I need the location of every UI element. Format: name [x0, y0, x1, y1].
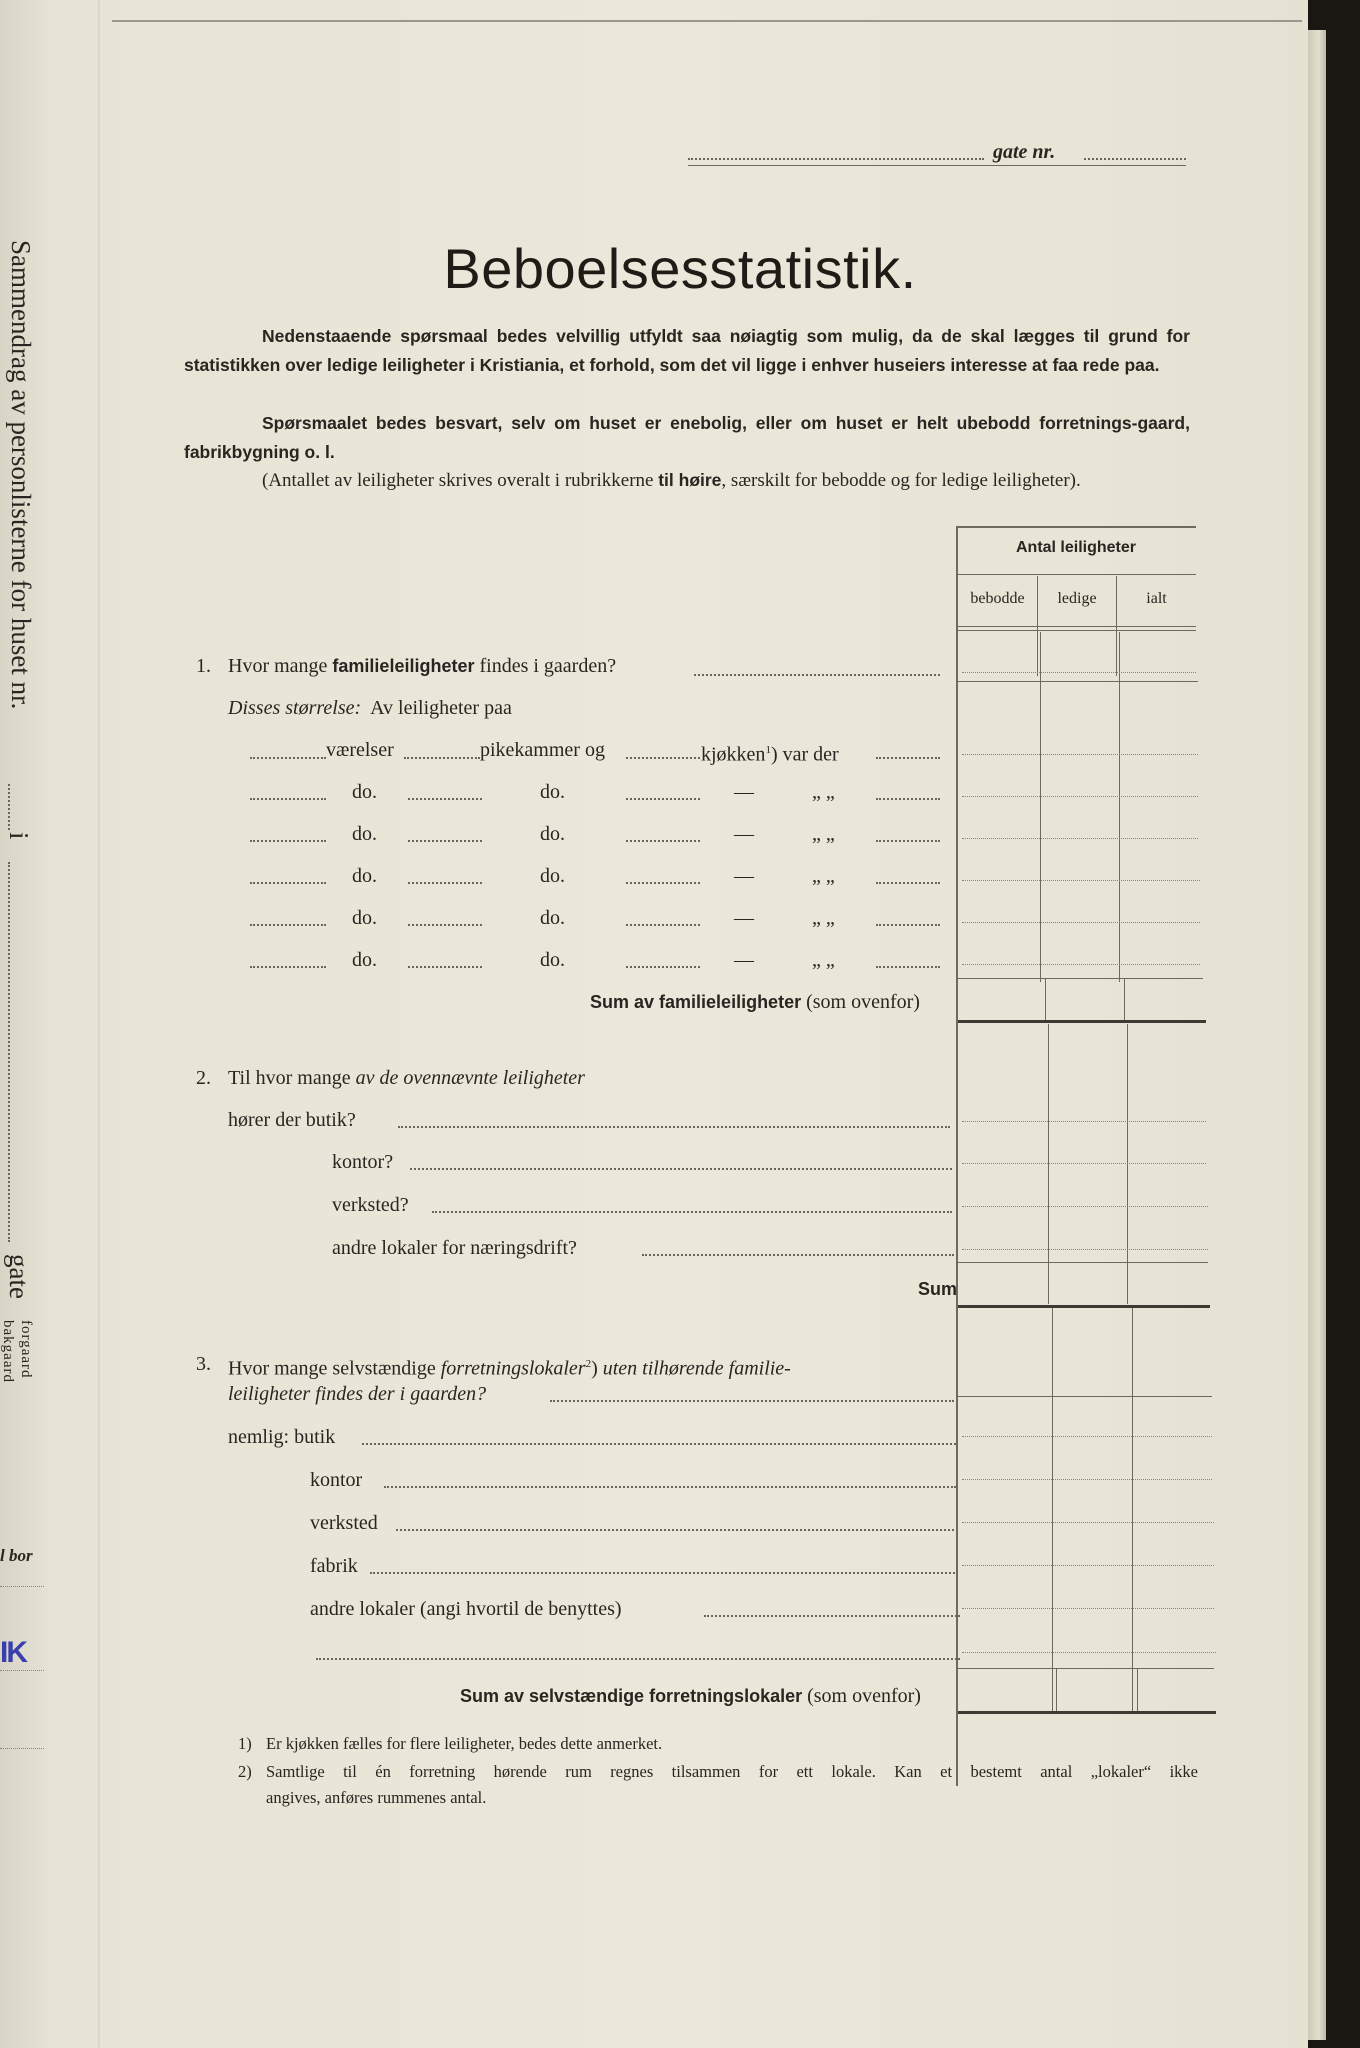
table-header-bottom-2	[958, 630, 1196, 631]
q1-total-entry[interactable]	[962, 672, 1196, 673]
q1-number: 1.	[196, 655, 211, 677]
q1-row6-rooms-field[interactable]	[250, 966, 326, 968]
q3-fabrik: fabrik	[310, 1555, 358, 1577]
page-fold	[98, 0, 102, 2048]
q1-row-rule	[958, 681, 1198, 682]
col-ledige: ledige	[1057, 590, 1097, 607]
q1-row4-rooms-field[interactable]	[250, 882, 326, 884]
q2-text-pre: Til hvor mange	[228, 1067, 356, 1089]
q3-verksted-entry[interactable]	[962, 1522, 1214, 1523]
q1-row2-kitchen-field[interactable]	[626, 798, 700, 800]
q1-row1-kjokken: kjøkken	[701, 743, 766, 766]
table-header-divider	[958, 574, 1196, 575]
side-bor-label: l bor	[0, 1546, 33, 1565]
q1-row1-leader	[876, 757, 940, 759]
table-left-rule	[956, 526, 958, 1786]
q2-question	[228, 1066, 585, 1090]
q1-row4-dash: —	[734, 865, 754, 887]
q1-row5-maid-field[interactable]	[408, 924, 482, 926]
q2-number: 2.	[196, 1067, 211, 1089]
col-ialt: ialt	[1146, 590, 1167, 607]
q1-leader	[694, 674, 940, 676]
q3-andre-entry[interactable]	[962, 1608, 1214, 1609]
side-gate-label: gate	[4, 1254, 34, 1299]
q3-sum-paren: (som ovenfor)	[807, 1685, 921, 1707]
q1-row6-leader	[876, 966, 940, 968]
q1-col-divider-2	[1119, 632, 1120, 982]
q3-andre-description-field[interactable]	[316, 1658, 960, 1660]
side-stamp-rule	[0, 1670, 44, 1671]
q1-row2-ditto: „ „	[812, 781, 835, 803]
table-top-rule	[956, 526, 1196, 528]
q1-row5-kitchen-field[interactable]	[626, 924, 700, 926]
q1-row6-dash: —	[734, 949, 754, 971]
side-bakgaard-label: bakgaard	[0, 1320, 16, 1383]
side-street-field[interactable]	[8, 862, 12, 1242]
q3-text-post: )	[591, 1357, 603, 1380]
q3-number: 3.	[196, 1353, 211, 1375]
q3-sum-divider-1	[1056, 1668, 1057, 1712]
footnote-2b: angives, anføres rummenes antal.	[266, 1788, 487, 1807]
q1-row1-rooms-field[interactable]	[250, 757, 326, 759]
q1-row1-kjokken-wrap	[701, 738, 839, 767]
q3-text-pre: Hvor mange selvstændige	[228, 1357, 441, 1380]
intro-text-3-bold: til høire	[658, 470, 722, 490]
q1-sum-divider-1	[1045, 978, 1046, 1022]
side-summary-label: Sammendrag av personlisterne for huset nr.	[6, 240, 36, 710]
q3-andre: andre lokaler (angi hvortil de benyttes)	[310, 1598, 622, 1620]
q1-row1-vaerelser: værelser	[326, 739, 394, 761]
q1-sum-divider-2	[1124, 978, 1125, 1022]
q3-andre-leader	[704, 1615, 960, 1617]
q2-verksted: verksted?	[332, 1194, 409, 1216]
side-i-mark: i	[4, 832, 34, 840]
q3-text-italic1: forretningslokaler	[440, 1357, 586, 1380]
q3-kontor: kontor	[310, 1469, 363, 1491]
q1-text-bold: familieleiligheter	[332, 656, 475, 676]
q1-row2-maid-field[interactable]	[408, 798, 482, 800]
side-forgaard-label: forgaard	[18, 1320, 34, 1379]
q1-row1-sup: 1	[765, 744, 771, 756]
q3-butik-leader	[362, 1443, 956, 1445]
q3-verksted: verksted	[310, 1512, 378, 1534]
q1-row2-leader	[876, 798, 940, 800]
q1-col-divider-1	[1040, 632, 1041, 982]
q1-row3-rooms-field[interactable]	[250, 840, 326, 842]
q1-sum-row	[590, 990, 920, 1014]
q1-row6-kitchen-field[interactable]	[626, 966, 700, 968]
gate-nr-label: gate nr.	[993, 141, 1056, 163]
q1-question	[228, 654, 616, 678]
side-stamp: IK	[0, 1636, 26, 1669]
table-header-bottom-1	[958, 626, 1196, 627]
q3-kontor-leader	[384, 1486, 956, 1488]
q2-verksted-entry[interactable]	[962, 1206, 1208, 1207]
q2-andre: andre lokaler for næringsdrift?	[332, 1237, 577, 1259]
page-edge	[1308, 30, 1326, 2040]
q3-line2-leader	[550, 1400, 954, 1402]
q1-row4-do-1: do.	[352, 865, 377, 887]
side-bottom-rule	[0, 1748, 44, 1749]
q1-row2-do-1: do.	[352, 781, 377, 803]
q1-row3-ditto: „ „	[812, 823, 835, 845]
q2-sum-top	[958, 1262, 1208, 1263]
q3-verksted-leader	[396, 1529, 958, 1531]
q1-size-row-5-entry[interactable]	[962, 922, 1200, 923]
q1-row1-pikekammer: pikekammer og	[480, 739, 605, 761]
q3-text-sup: 2	[585, 1358, 592, 1370]
q1-size-label: Disses størrelse:	[228, 697, 362, 719]
q1-text-post: findes i gaarden?	[474, 655, 617, 677]
intro-text-3a: (Antallet av leiligheter skrives overalt i rubrikkerne	[262, 470, 659, 491]
q3-text-italic2: uten tilhørende familie-	[602, 1357, 791, 1380]
q1-row3-maid-field[interactable]	[408, 840, 482, 842]
q1-size-row-2-entry[interactable]	[962, 796, 1198, 797]
q3-sum-row	[460, 1684, 921, 1708]
q1-size-intro	[228, 696, 512, 720]
q1-row5-leader	[876, 924, 940, 926]
q3-row-rule	[958, 1396, 1212, 1397]
side-house-nr-field[interactable]	[8, 784, 12, 830]
footnote-1-mark: 1)	[238, 1734, 252, 1753]
q1-row6-ditto: „ „	[812, 949, 835, 971]
q2-sum-bottom	[958, 1305, 1210, 1308]
q1-row1-var-der: ) var der	[770, 743, 839, 766]
q2-sum-label: Sum	[918, 1279, 958, 1299]
q3-extra-entry[interactable]	[962, 1652, 1216, 1653]
intro-paragraph-3	[184, 466, 1190, 495]
q1-row4-do-2: do.	[540, 865, 565, 887]
q3-sum-top	[958, 1668, 1214, 1669]
q2-andre-leader	[642, 1254, 954, 1256]
q2-butik-entry[interactable]	[962, 1121, 1206, 1122]
q1-sum-label: Sum av familieleiligheter	[590, 992, 802, 1012]
q1-row3-do-2: do.	[540, 823, 565, 845]
q3-butik-entry[interactable]	[962, 1436, 1212, 1437]
footnote-2a: Samtlige til én forretning hørende rum regnes tilsammen for ett lokale. Kan et bestemt antal „lokaler“ ikke	[266, 1762, 1198, 1781]
q1-row3-do-1: do.	[352, 823, 377, 845]
side-bor-field[interactable]	[0, 1586, 44, 1587]
q3-sum-bottom	[958, 1711, 1216, 1714]
q1-row3-kitchen-field[interactable]	[626, 840, 700, 842]
q1-row6-do-1: do.	[352, 949, 377, 971]
page-top-rule	[112, 20, 1302, 22]
q3-fabrik-leader	[370, 1572, 958, 1574]
footnote-1: Er kjøkken fælles for flere leiligheter, bedes dette anmerket.	[266, 1734, 663, 1753]
q3-butik: nemlig: butik	[228, 1426, 336, 1448]
q2-kontor: kontor?	[332, 1151, 394, 1173]
intro-text-1: Nedenstaaende spørsmaal bedes velvillig utfyldt saa nøiagtig som mulig, da de skal lægges til grund for statistikken over ledige leiligheter i Kristiania, et forhold, som det vil ligge i enhver huseiers interesse at faa rede paa.	[184, 326, 1190, 375]
q1-row3-leader	[876, 840, 940, 842]
q3-sum-label: Sum av selvstændige forretningslokaler	[460, 1686, 803, 1706]
q1-size-row-3-entry[interactable]	[962, 838, 1198, 839]
q1-row4-maid-field[interactable]	[408, 882, 482, 884]
q3-line2: leiligheter findes der i gaarden?	[228, 1383, 487, 1405]
q2-kontor-leader	[410, 1168, 952, 1170]
q1-row2-rooms-field[interactable]	[250, 798, 326, 800]
q2-andre-entry[interactable]	[962, 1249, 1208, 1250]
intro-text-2: Spørsmaalet bedes besvart, selv om huset er enebolig, eller om huset er helt ubebodd forretnings-gaard, fabrikbygning o. l.	[184, 413, 1190, 462]
gate-nr-underline	[688, 165, 1186, 166]
q1-row2-dash: —	[734, 781, 754, 803]
q2-butik: hører der butik?	[228, 1109, 356, 1131]
footnote-2-mark: 2)	[238, 1762, 252, 1781]
col-bebodde: bebodde	[970, 590, 1025, 607]
q1-size-row-1-entry[interactable]	[962, 754, 1198, 755]
q2-verksted-leader	[432, 1211, 952, 1213]
q1-size-row-4-entry[interactable]	[962, 880, 1200, 881]
intro-paragraph-1	[184, 322, 1190, 380]
q1-row1-kitchen-field[interactable]	[626, 757, 700, 759]
q3-fabrik-entry[interactable]	[962, 1565, 1214, 1566]
q1-row5-ditto: „ „	[812, 907, 835, 929]
q1-row5-rooms-field[interactable]	[250, 924, 326, 926]
q1-text-pre: Hvor mange	[228, 655, 333, 677]
q2-butik-leader	[398, 1126, 950, 1128]
q1-size-row-6-entry[interactable]	[962, 964, 1200, 965]
q1-sum-bottom	[958, 1020, 1206, 1023]
page-title: Beboelsesstatistik.	[443, 237, 917, 300]
q1-size-text: Av leiligheter paa	[370, 697, 512, 719]
q1-row3-dash: —	[734, 823, 754, 845]
q1-row5-do-2: do.	[540, 907, 565, 929]
q1-row6-maid-field[interactable]	[408, 966, 482, 968]
q1-row5-dash: —	[734, 907, 754, 929]
q1-row4-ditto: „ „	[812, 865, 835, 887]
q1-row6-do-2: do.	[540, 949, 565, 971]
q1-row2-do-2: do.	[540, 781, 565, 803]
q1-sum-paren: (som ovenfor)	[806, 991, 920, 1013]
q3-question	[228, 1352, 791, 1381]
q3-kontor-entry[interactable]	[962, 1479, 1212, 1480]
q2-kontor-entry[interactable]	[962, 1163, 1206, 1164]
table-header-title: Antal leiligheter	[1015, 539, 1137, 556]
q2-text-italic: av de ovennævnte leiligheter	[355, 1067, 585, 1089]
q1-row1-maid-field[interactable]	[404, 757, 480, 759]
q1-row4-leader	[876, 882, 940, 884]
street-name-field[interactable]	[688, 158, 984, 160]
q1-row4-kitchen-field[interactable]	[626, 882, 700, 884]
intro-text-3b: , særskilt for bebodde og for ledige leiligheter).	[721, 470, 1081, 491]
q1-row5-do-1: do.	[352, 907, 377, 929]
q1-sum-top	[958, 978, 1203, 979]
intro-paragraph-2	[184, 409, 1190, 467]
q3-sum-divider-2	[1137, 1668, 1138, 1712]
house-nr-field[interactable]	[1084, 158, 1186, 160]
